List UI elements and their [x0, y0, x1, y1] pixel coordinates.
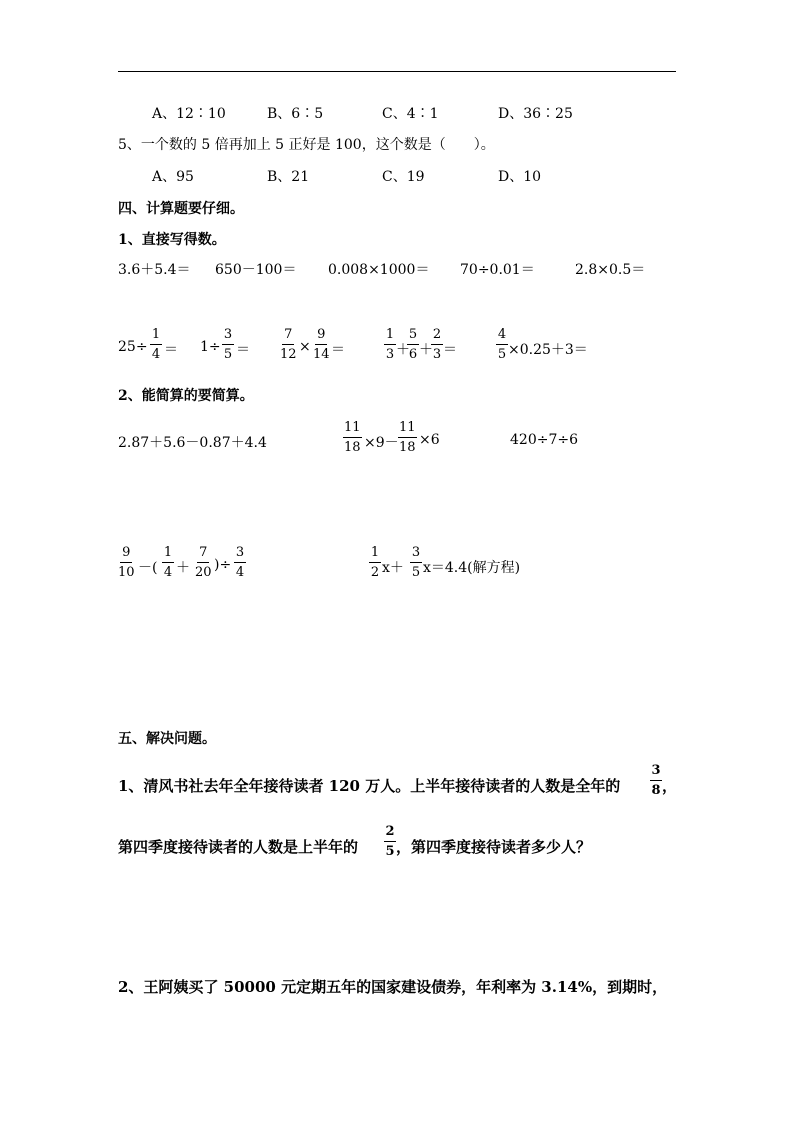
- numerator: 7: [197, 546, 209, 563]
- numerator: 7: [282, 328, 294, 345]
- section4-part2-title: 2、能简算的要简算。: [118, 388, 254, 404]
- denominator: 2: [370, 565, 380, 580]
- calc-2: 650－100＝: [215, 262, 297, 278]
- denominator: 5: [223, 347, 233, 362]
- numerator: 9: [120, 546, 132, 563]
- numerator: 3: [222, 328, 234, 345]
- problem-1-fraction-2: [384, 825, 396, 858]
- calc-1: 3.6＋5.4＝: [118, 262, 191, 278]
- denominator: 12: [280, 347, 297, 362]
- denominator: 10: [118, 565, 135, 580]
- section4-title: 四、计算题要仔细。: [118, 201, 244, 217]
- calc-8-equals: ＝: [331, 342, 345, 358]
- calc-8-operator: ×: [299, 339, 311, 355]
- simplify-4-fraction-2: [162, 546, 174, 579]
- numerator: 3: [234, 546, 246, 563]
- simplify-1: 2.87＋5.6－0.87＋4.4: [118, 435, 267, 451]
- q5-option-a: A、95: [152, 169, 194, 185]
- simplify-4-op-3: )÷: [214, 557, 232, 573]
- denominator: 14: [313, 347, 330, 362]
- problem-1-line-2a: 第四季度接待读者的人数是上半年的: [118, 838, 359, 856]
- denominator: 5: [385, 844, 395, 859]
- q5-question: 5、一个数的 5 倍再加上 5 正好是 100，这个数是（ ）。: [118, 137, 495, 153]
- denominator: 4: [163, 565, 173, 580]
- calc-10-fraction: [496, 328, 508, 361]
- denominator: 5: [497, 347, 507, 362]
- section4-part1-title: 1、直接写得数。: [118, 232, 226, 248]
- problem-2-line-1: 2、王阿姨买了 50000 元定期五年的国家建设债券，年利率为 3.14%，到期时，: [118, 978, 668, 996]
- calc-9-fraction-1: [384, 328, 396, 361]
- denominator: 3: [432, 347, 442, 362]
- problem-1-line-2b: ，第四季度接待读者多少人？: [396, 838, 592, 856]
- simplify-3: 420÷7÷6: [510, 432, 578, 448]
- denominator: 20: [195, 565, 212, 580]
- calc-9-equals: ＝: [443, 342, 457, 358]
- q4-option-a: A、12∶10: [152, 106, 226, 122]
- simplify-2-end: ×6: [419, 432, 440, 448]
- calc-7-fraction: [222, 328, 234, 361]
- numerator: 11: [343, 421, 362, 438]
- denominator: 5: [411, 565, 421, 580]
- calc-10-rest: ×0.25＋3＝: [508, 342, 588, 358]
- numerator: 11: [398, 421, 417, 438]
- numerator: 9: [315, 328, 327, 345]
- denominator: 8: [651, 783, 661, 798]
- denominator: 3: [385, 347, 395, 362]
- equation-op-1: x＋: [382, 560, 404, 576]
- calc-8-fraction-2: [313, 328, 330, 361]
- numerator: 1: [384, 328, 396, 345]
- simplify-2-middle: ×9－: [364, 435, 399, 451]
- simplify-4-op-1: －(: [138, 560, 158, 576]
- numerator: 4: [496, 328, 508, 345]
- header-rule: [118, 71, 676, 72]
- equation-fraction-2: [410, 546, 422, 579]
- calc-6-equals: ＝: [164, 342, 178, 358]
- q4-option-c: C、4∶1: [382, 106, 439, 122]
- simplify-4-op-2: ＋: [176, 560, 190, 576]
- numerator: 1: [150, 328, 162, 345]
- calc-7-equals: ＝: [236, 342, 250, 358]
- q4-option-d: D、36∶25: [498, 106, 573, 122]
- denominator: 18: [399, 440, 416, 455]
- calc-9-fraction-2: [407, 328, 419, 361]
- problem-1-comma: ，: [662, 777, 678, 795]
- equation-rest: x＝4.4(解方程): [423, 560, 521, 576]
- calc-9-operator-1: ＋: [396, 342, 410, 358]
- simplify-2-fraction-2: [398, 421, 417, 454]
- numerator: 2: [384, 825, 396, 842]
- numerator: 5: [407, 328, 419, 345]
- calc-4: 70÷0.01＝: [460, 262, 535, 278]
- problem-1-line-1: 1、清风书社去年全年接待读者 120 万人。上半年接待读者的人数是全年的: [118, 777, 621, 795]
- numerator: 1: [162, 546, 174, 563]
- calc-7-prefix: 1÷: [200, 339, 221, 355]
- simplify-4-fraction-1: [118, 546, 135, 579]
- denominator: 4: [151, 347, 161, 362]
- problem-1-fraction-1: [650, 764, 662, 797]
- denominator: 18: [344, 440, 361, 455]
- numerator: 1: [369, 546, 381, 563]
- calc-6-prefix: 25÷: [118, 339, 148, 355]
- denominator: 6: [408, 347, 418, 362]
- simplify-4-fraction-4: [234, 546, 246, 579]
- denominator: 4: [235, 565, 245, 580]
- calc-8-fraction-1: [280, 328, 297, 361]
- q5-option-d: D、10: [498, 169, 542, 185]
- calc-9-operator-2: ＋: [419, 342, 433, 358]
- calc-3: 0.008×1000＝: [328, 262, 430, 278]
- simplify-4-fraction-3: [195, 546, 212, 579]
- q4-option-b: B、6∶5: [267, 106, 324, 122]
- numerator: 2: [431, 328, 443, 345]
- section5-title: 五、解决问题。: [118, 731, 216, 747]
- calc-9-fraction-3: [431, 328, 443, 361]
- equation-fraction-1: [369, 546, 381, 579]
- q5-option-b: B、21: [267, 169, 310, 185]
- calc-5: 2.8×0.5＝: [575, 262, 646, 278]
- numerator: 3: [410, 546, 422, 563]
- q5-option-c: C、19: [382, 169, 425, 185]
- numerator: 3: [650, 764, 662, 781]
- calc-6-fraction: [150, 328, 162, 361]
- simplify-2-fraction-1: [343, 421, 362, 454]
